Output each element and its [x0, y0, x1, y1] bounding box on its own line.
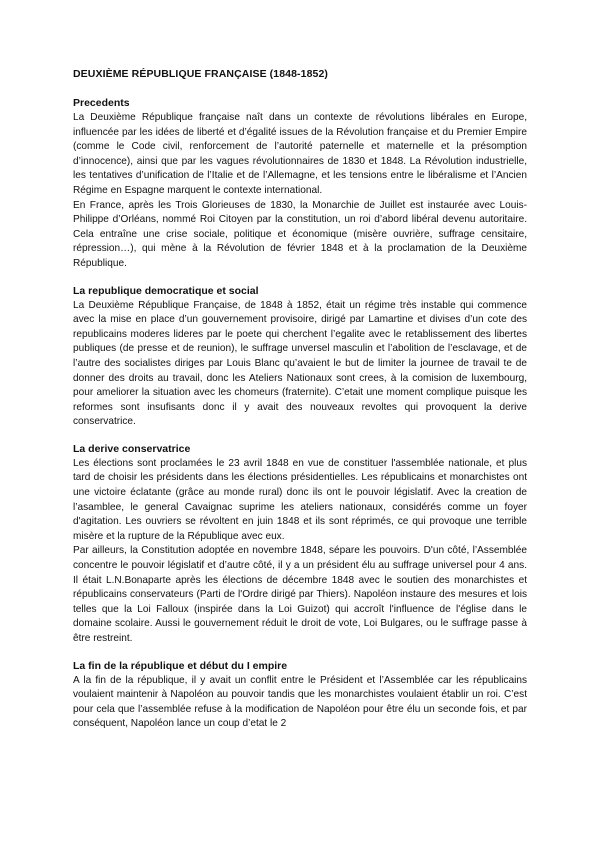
paragraph: Par ailleurs, la Constitution adoptée en novembre 1848, sépare les pouvoirs. D'un côté, l’Assemblée concentre le pouvoir législatif et d’autre côté, il y a un président élu au suffrage universel pour 4 ans. Il était L.N.Bonaparte après les élections de décembre 1848 avec le soutien des monarchistes et républicains conservateurs (Parti de l'Ordre dirigé par Thiers). Napoléon instaure des mesures et lois telles que la Loi Falloux (inspirée dans la Loi Guizot) qui accroît l'influence de l'église dans le domaine scolaire. Aussi le gouvernement réduit le droit de vote, Loi Bulgares, ou le suffrage passe à être restreint.	[73, 545, 527, 644]
section-republique-democratique	[73, 284, 527, 430]
section-fin-republique	[73, 659, 527, 732]
section-precedents	[73, 96, 527, 272]
section-heading: La republique democratique et social	[73, 284, 259, 297]
section-heading: Precedents	[73, 97, 130, 109]
paragraph: En France, après les Trois Glorieuses de 1830, la Monarchie de Juillet est instaurée avec Louis-Philippe d’Orléans, nommé Roi Citoyen par la constitution, un roi d’abord libéral devenu autoritaire. Cela entraîne une crise sociale, politique et économique (misère ouvrière, suffrage censitaire, répression…), qui mène à la Révolution de février 1848 et à la proclamation de la Deuxième République.	[73, 199, 527, 269]
paragraph: La Deuxième République Française, de 1848 à 1852, était un régime très instable qui commence avec la mise en place d’un gouvernement provisoire, dirigé par Lamartine et divises d’un cote des republicains moderes lideres par le poete qui cherchent l’egalite avec le retablissement des libertes publiques (de presse et de reunion), le suffrage unversel masculin et l’abolition de l’esclavage, et de l’autre des socialistes diriges par Louis Blanc qu’avaient le but de limiter la journee de travail te de donner des droits au travail, donc les Ateliers Nationaux sont crees, à la comision de luxembourg, pour ameliorer la situation avec les chomeurs (fraternite). C’etait une moment complique puisque les reformes sont insufisants donc il y avait des nouveaux revoltes qui provoquent la derive conservatrice.	[73, 299, 527, 428]
paragraph: La Deuxième République française naît dans un contexte de révolutions libérales en Europe, influencée par les idées de liberté et d’égalité issues de la Révolution française et du Premier Empire (comme le Code civil, renforcement de l’autorité paternelle et maternelle et la présomption d’innocence), ainsi que par les vagues révolutionnaires de 1830 et 1848. La Révolution industrielle, les tentatives d’unification de l’Italie et de l’Allemagne, et les tensions entre le libéralisme et l’Ancien Régime en Espagne marquent le contexte international.	[73, 112, 527, 196]
paragraph: A la fin de la république, il y avait un conflit entre le Président et l’Assemblée car les républicains voulaient maintenir à Napoléon au pouvoir tandis que les monarchistes voulaient établir un roi. C’est pour cela que l’assemblée refuse à la modification de Napoléon pour être élu un seconde fois, et par conséquent, Napoléon lance un coup d’etat le 2	[73, 674, 527, 730]
section-heading: La fin de la république et début du I empire	[73, 659, 288, 672]
section-heading: La derive conservatrice	[73, 442, 191, 455]
document-title: DEUXIÈME RÉPUBLIQUE FRANÇAISE (1848-1852)	[73, 68, 328, 80]
paragraph: Les élections sont proclamées le 23 avril 1848 en vue de constituer l'assemblée nationale, et plus tard de choisir les présidents dans les élections présidentielles. Les républicains et monarchistes ont une victoire éclatante (grâce au monde rural) donc ils ont le pouvoir législatif. Avec la creation de l’asamblee, le general Cavaignac suprime les ateliers nationaux, considérés comme un foyer d'agitation. Les ouvriers se révoltent en juin 1848 et ils sont réprimés, ce qui provoque une terrible misère et la rupture de la République avec eux.	[73, 457, 527, 542]
section-derive-conservatrice	[73, 442, 527, 647]
